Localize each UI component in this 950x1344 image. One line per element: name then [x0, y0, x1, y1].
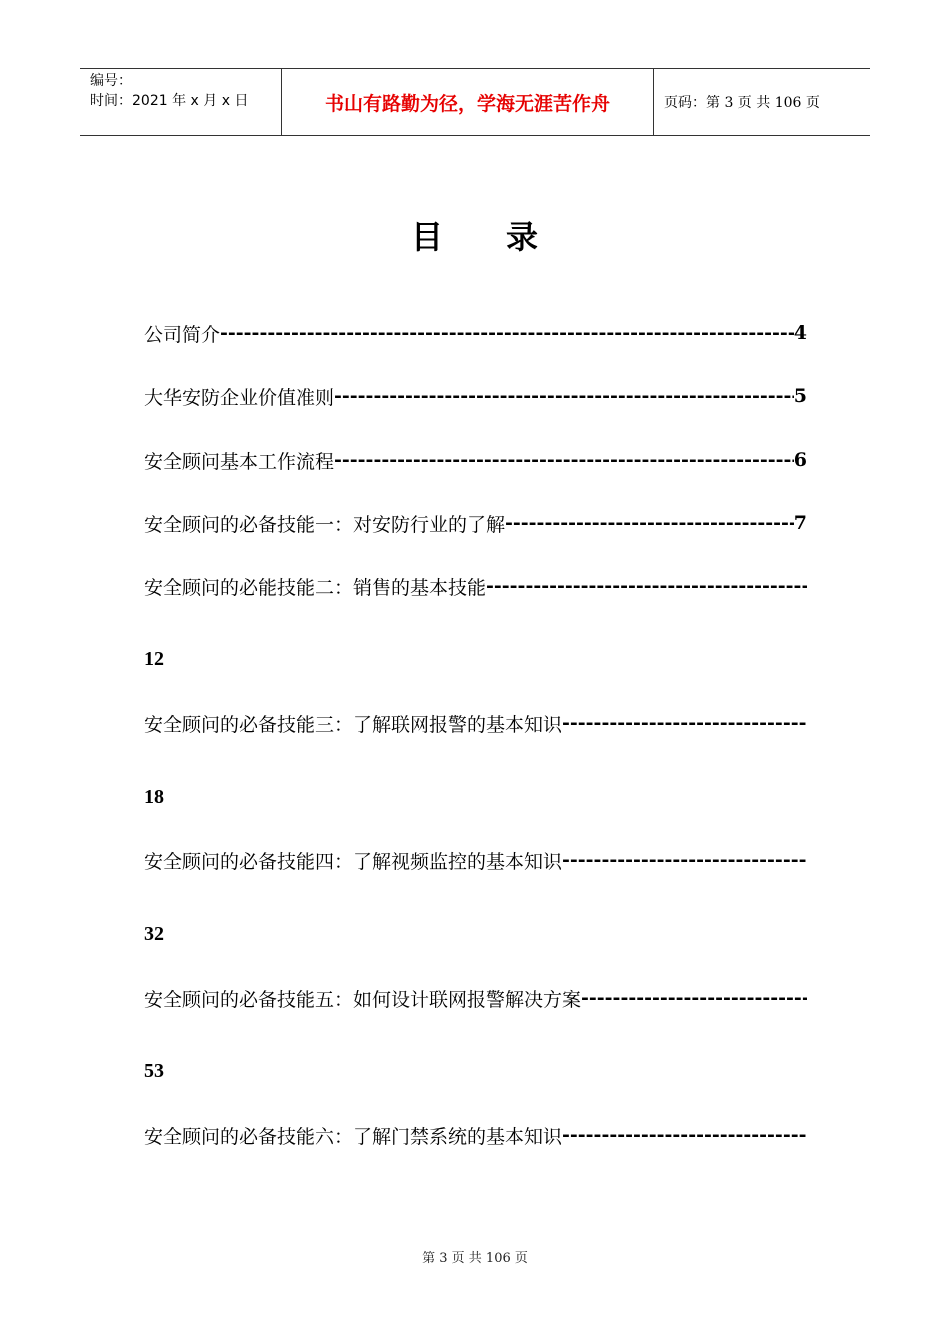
toc-leader: [562, 712, 807, 734]
toc-entry[interactable]: [144, 706, 807, 740]
toc-entry-label: 安全顾问基本工作流程: [144, 450, 335, 473]
header-page-info: 页码：第 3 页 共 106 页: [664, 95, 820, 111]
toc-entry[interactable]: [144, 506, 807, 540]
toc-entry[interactable]: [144, 316, 807, 350]
page-title: [0, 212, 950, 258]
header-time-label: 时间：2021 年 x 月 x 日: [90, 93, 249, 109]
toc-entry-page: 4: [793, 322, 807, 344]
toc-entry-label: 公司简介: [144, 323, 221, 346]
toc-entry-page: 12: [144, 648, 164, 670]
toc-entry[interactable]: [144, 981, 807, 1015]
toc-entry-label: 大华安防企业价值准则: [144, 386, 335, 409]
toc-leader: [486, 575, 807, 597]
toc-entry[interactable]: [144, 1118, 807, 1152]
header-number-label: 编号：: [90, 73, 132, 89]
header-motto: 书山有路勤为径，学海无涯苦作舟: [281, 69, 654, 135]
page-footer: 第 3 页 共 106 页: [422, 1251, 528, 1266]
toc-leader: [581, 987, 807, 1009]
toc-entry-page: 7: [793, 512, 807, 534]
toc-entry-label: 安全顾问的必备技能一：对安防行业的了解: [144, 513, 506, 536]
toc-leader: [562, 849, 807, 871]
toc-entry-label: 安全顾问的必备技能四：了解视频监控的基本知识: [144, 850, 563, 873]
toc-entry[interactable]: [144, 443, 807, 477]
toc-entry-page: 18: [144, 786, 164, 808]
toc-entry-label: 安全顾问的必备技能三：了解联网报警的基本知识: [144, 713, 563, 736]
title-char-left: 目: [410, 218, 444, 256]
toc-leader: [220, 322, 794, 344]
toc-entry-label: 安全顾问的必备技能五：如何设计联网报警解决方案: [144, 988, 582, 1011]
title-char-right: 录: [506, 218, 540, 256]
toc-entry-page: 53: [144, 1060, 164, 1082]
toc-entry-page: 32: [144, 923, 164, 945]
document-header: [80, 68, 870, 136]
toc-entry-page: 6: [793, 449, 807, 471]
toc-leader: [334, 385, 794, 407]
header-meta: [80, 69, 281, 135]
toc-entry[interactable]: [144, 379, 807, 413]
toc-leader: [334, 449, 794, 471]
toc-entry-page: 5: [793, 385, 807, 407]
toc-leader: [505, 512, 794, 534]
toc-entry[interactable]: [144, 843, 807, 877]
toc-entry[interactable]: [144, 569, 807, 603]
toc-entry-label: 安全顾问的必备技能六：了解门禁系统的基本知识: [144, 1125, 563, 1148]
toc-entry-label: 安全顾问的必能技能二：销售的基本技能: [144, 576, 487, 599]
toc-leader: [562, 1124, 807, 1146]
